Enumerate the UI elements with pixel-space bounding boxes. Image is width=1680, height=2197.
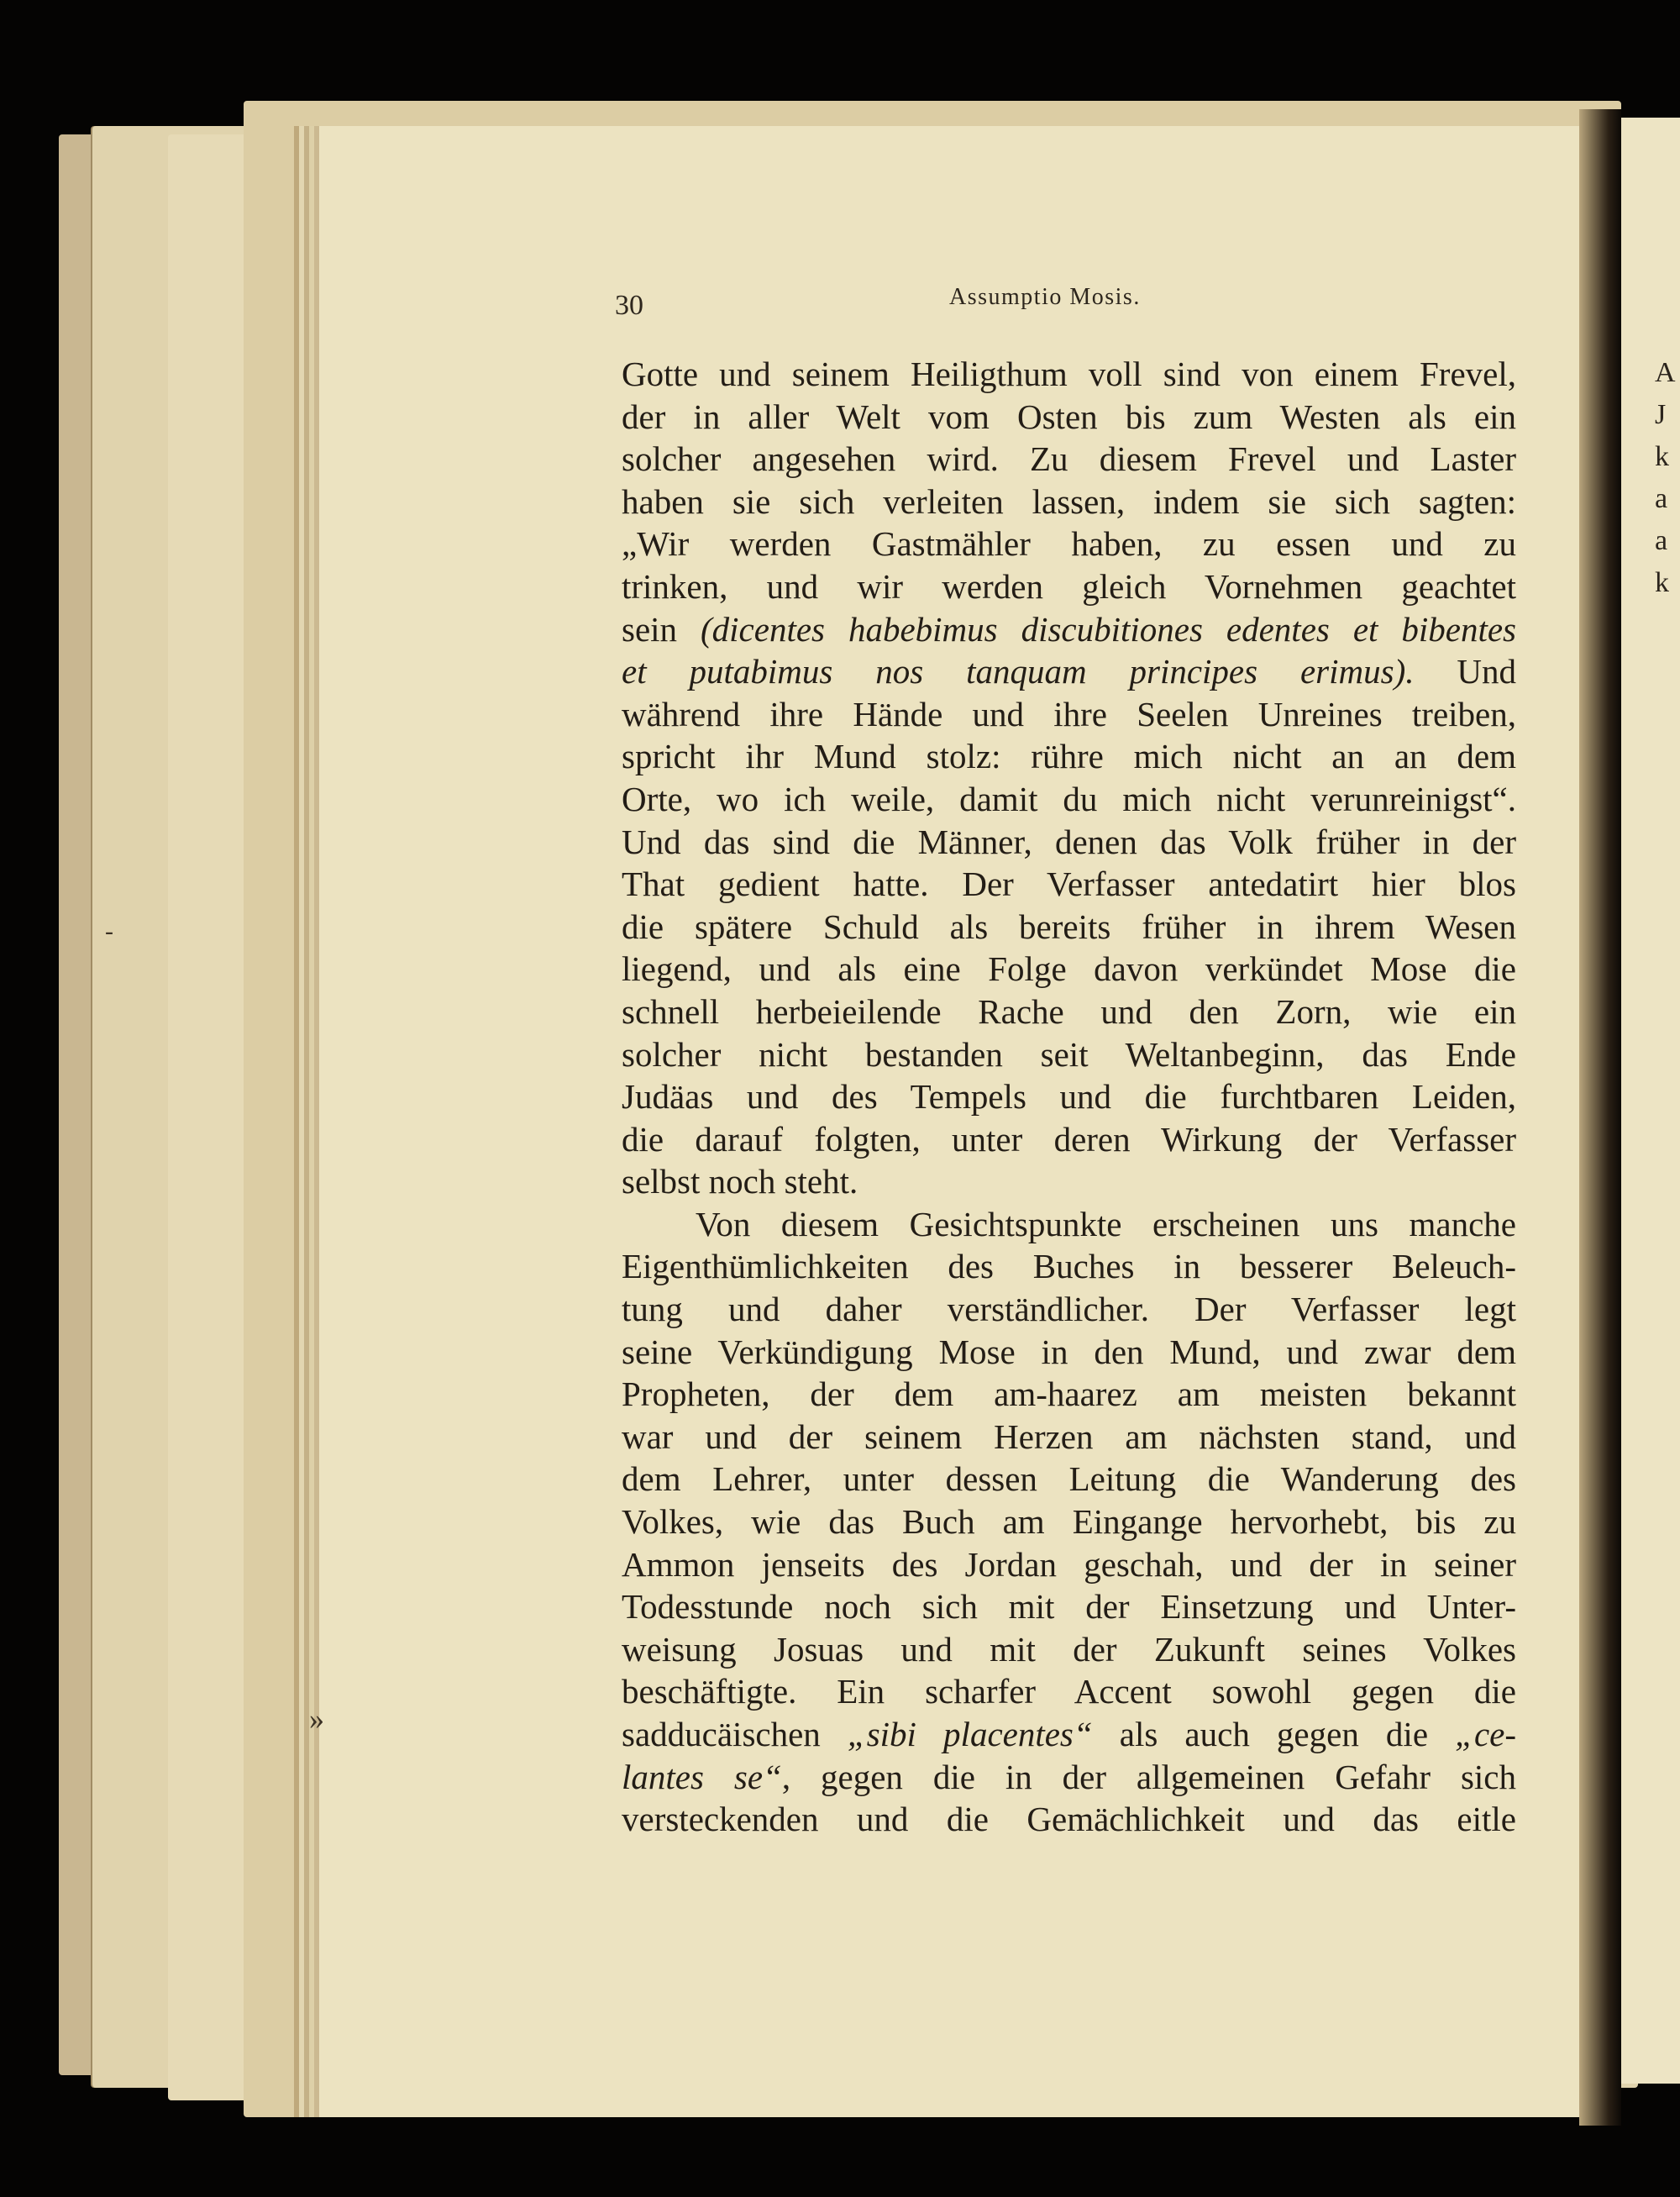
- italic-text: (dicentes habebimus discubitiones edentes et bibentes: [701, 609, 1517, 649]
- text-span: schnell herbeieilende Rache und den Zorn, wie ein: [622, 991, 1516, 1031]
- text-line: [622, 1458, 1516, 1501]
- text-span: spricht ihr Mund stolz: rühre mich nicht an an dem: [622, 737, 1516, 776]
- text-span: solcher nicht bestanden seit Weltanbeginn, das Ende: [622, 1034, 1516, 1074]
- text-span: Judäas und des Tempels und die furchtbaren Leiden,: [622, 1077, 1516, 1117]
- text-span: Todesstunde noch sich mit der Einsetzung und Unter-: [622, 1587, 1516, 1627]
- text-line: [622, 608, 1516, 651]
- text-span: Ammon jenseits des Jordan geschah, und der in seiner: [622, 1544, 1516, 1584]
- text-span: weisung Josuas und mit der Zukunft seines Volkes: [622, 1629, 1516, 1669]
- book-gutter: [1579, 109, 1621, 2126]
- paragraph: [622, 353, 1516, 1203]
- text-span: als auch gegen die: [1092, 1715, 1456, 1753]
- text-span: war und der seinem Herzen am nächsten stand, und: [622, 1416, 1516, 1456]
- text-line: [622, 1203, 1516, 1246]
- text-line: [622, 1331, 1516, 1374]
- text-line: [622, 1713, 1516, 1756]
- text-line: [622, 1245, 1516, 1288]
- text-span: Orte, wo ich weile, damit du mich nicht verunreinigst“.: [622, 779, 1516, 818]
- margin-mark: »: [309, 1702, 324, 1736]
- facing-page-letter: A: [1655, 357, 1676, 388]
- text-line: [622, 693, 1516, 736]
- facing-page-letter: J: [1655, 399, 1667, 430]
- text-line: [622, 991, 1516, 1033]
- italic-text: et putabimus nos tanquam principes erimus).: [622, 652, 1415, 691]
- text-span: beschäftigte. Ein scharfer Accent sowohl gegen die: [622, 1672, 1516, 1711]
- text-line: [622, 863, 1516, 906]
- text-span: tung und daher verständlicher. Der Verfasser legt: [622, 1290, 1516, 1329]
- text-span: , gegen die in der allgemeinen Gefahr sich: [781, 1757, 1516, 1796]
- text-span: Volkes, wie das Buch am Eingange hervorhebt, bis zu: [622, 1502, 1516, 1542]
- text-line: [622, 1075, 1516, 1118]
- text-line: [622, 778, 1516, 821]
- text-line: [622, 481, 1516, 523]
- text-span: der in aller Welt vom Osten bis zum Westen als ein: [622, 397, 1516, 436]
- facing-page-letter: k: [1655, 441, 1669, 472]
- text-line: [622, 1670, 1516, 1713]
- text-line: [622, 396, 1516, 439]
- text-line: [622, 1501, 1516, 1543]
- italic-text: „ce-: [1455, 1715, 1516, 1753]
- text-span: versteckenden und die Gemächlichkeit und das eitle: [622, 1800, 1516, 1839]
- text-span: trinken, und wir werden gleich Vornehmen geachtet: [622, 566, 1516, 606]
- text-span: selbst noch steht.: [622, 1162, 858, 1201]
- text-span: sein: [622, 609, 701, 649]
- text-line: [622, 1798, 1516, 1841]
- text-span: die spätere Schuld als bereits früher in ihrem Wesen: [622, 907, 1516, 946]
- facing-page-letter: a: [1655, 525, 1668, 556]
- text-span: sadducäischen: [622, 1715, 848, 1753]
- text-line: [622, 1033, 1516, 1076]
- text-span: die darauf folgten, unter deren Wirkung der Verfasser: [622, 1119, 1516, 1159]
- italic-text: „sibi placentes“: [847, 1715, 1093, 1753]
- text-line: [622, 565, 1516, 608]
- text-line: [622, 1628, 1516, 1671]
- text-span: seine Verkündigung Mose in den Mund, und zwar dem: [622, 1332, 1516, 1371]
- text-line: [622, 523, 1516, 565]
- text-span: That gedient hatte. Der Verfasser antedatirt hier blos: [622, 865, 1516, 904]
- text-line: [622, 1585, 1516, 1628]
- text-span: Und: [1414, 652, 1516, 691]
- text-line: [622, 1373, 1516, 1416]
- text-span: solcher angesehen wird. Zu diesem Frevel und Laster: [622, 439, 1516, 479]
- italic-text: lantes se“: [622, 1757, 782, 1796]
- text-span: Propheten, der dem am-haarez am meisten bekannt: [622, 1374, 1516, 1414]
- text-span: „Wir werden Gastmähler haben, zu essen und zu: [622, 524, 1516, 564]
- text-span: haben sie sich verleiten lassen, indem sie sich sagten:: [622, 481, 1516, 521]
- text-span: während ihre Hände und ihre Seelen Unreines treiben,: [622, 694, 1516, 733]
- text-line: [622, 1160, 1516, 1203]
- text-line: [622, 1543, 1516, 1586]
- text-line: [622, 650, 1516, 693]
- running-title: [949, 284, 1141, 311]
- text-line: [622, 1756, 1516, 1799]
- text-span: liegend, und als eine Folge davon verkündet Mose die: [622, 949, 1516, 989]
- text-line: [622, 1416, 1516, 1459]
- text-span: Und das sind die Männer, denen das Volk früher in der: [622, 822, 1516, 861]
- paragraph: [622, 1203, 1516, 1841]
- text-line: [622, 1118, 1516, 1161]
- facing-page-letter: a: [1655, 483, 1668, 514]
- text-span: Gotte und seinem Heiligthum voll sind von einem Frevel,: [622, 355, 1516, 393]
- text-span: dem Lehrer, unter dessen Leitung die Wanderung des: [622, 1459, 1516, 1499]
- text-line: [622, 438, 1516, 481]
- text-line: [622, 353, 1516, 396]
- margin-mark: -: [105, 917, 113, 945]
- text-line: [622, 821, 1516, 864]
- text-span: Von diesem Gesichtspunkte erscheinen uns manche: [696, 1204, 1516, 1243]
- running-title-text: Assumptio Mosis.: [949, 284, 1141, 310]
- facing-page-edge: [1621, 118, 1680, 2084]
- page-number: 30: [615, 290, 643, 321]
- text-line: [622, 1288, 1516, 1331]
- text-line: [622, 735, 1516, 778]
- body-text: [622, 353, 1516, 1841]
- text-line: [622, 906, 1516, 949]
- facing-page-letter: k: [1655, 567, 1669, 598]
- text-line: [622, 948, 1516, 991]
- text-span: Eigenthümlichkeiten des Buches in besserer Beleuch-: [622, 1247, 1516, 1286]
